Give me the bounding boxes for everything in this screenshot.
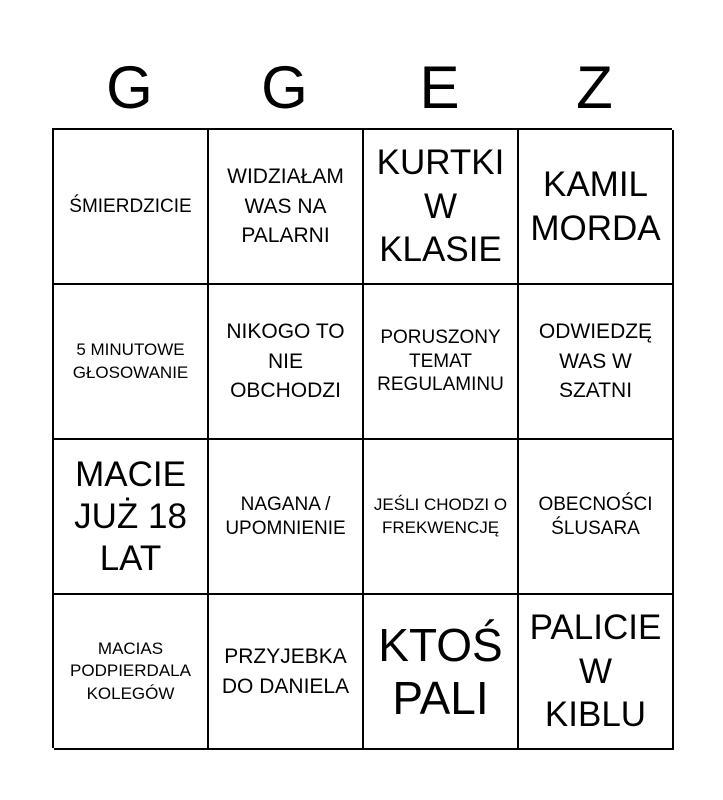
header-letter: Z xyxy=(576,54,613,121)
bingo-grid xyxy=(52,128,672,748)
bingo-cell[interactable] xyxy=(364,130,519,285)
bingo-cell[interactable] xyxy=(209,285,364,440)
bingo-cell-text: MACIE JUŻ 18 LAT xyxy=(74,454,187,578)
bingo-cell[interactable] xyxy=(209,440,364,595)
bingo-cell[interactable] xyxy=(519,440,674,595)
bingo-header xyxy=(52,52,672,124)
header-letter: G xyxy=(261,54,308,121)
bingo-cell[interactable] xyxy=(209,130,364,285)
header-letter: E xyxy=(419,54,460,121)
bingo-cell-text: OBECNOŚCI ŚLUSARA xyxy=(538,493,653,539)
bingo-cell[interactable] xyxy=(54,595,209,750)
bingo-cell-text: WIDZIAŁAM WAS NA PALARNI xyxy=(227,165,344,248)
bingo-cell-text: MACIAS PODPIERDALA KOLEGÓW xyxy=(70,639,191,703)
bingo-cell[interactable] xyxy=(519,285,674,440)
bingo-cell[interactable] xyxy=(54,285,209,440)
bingo-cell-text: KTOŚ PALI xyxy=(378,618,503,724)
bingo-cell-text: JEŚLI CHODZI O FREKWENCJĘ xyxy=(373,495,508,537)
bingo-cell-text: ODWIEDZĘ WAS W SZATNI xyxy=(538,320,653,403)
bingo-cell-text: PORUSZONY TEMAT REGULAMINU xyxy=(377,326,504,396)
bingo-cell-text: NAGANA / UPOMNIENIE xyxy=(225,493,346,539)
bingo-cell[interactable] xyxy=(519,130,674,285)
bingo-cell-text: PALICIE W KIBLU xyxy=(529,607,662,735)
bingo-cell-text: KAMIL MORDA xyxy=(530,164,661,248)
bingo-cell-text: PRZYJEBKA DO DANIELA xyxy=(221,645,350,698)
bingo-cell[interactable] xyxy=(209,595,364,750)
header-letter: G xyxy=(106,54,153,121)
bingo-cell-text: NIKOGO TO NIE OBCHODZI xyxy=(226,320,345,403)
bingo-cell[interactable] xyxy=(519,595,674,750)
bingo-cell[interactable] xyxy=(364,595,519,750)
bingo-cell[interactable] xyxy=(54,440,209,595)
bingo-cell[interactable] xyxy=(364,440,519,595)
bingo-cell[interactable] xyxy=(54,130,209,285)
bingo-cell[interactable] xyxy=(364,285,519,440)
bingo-cell-text: KURTKI W KLASIE xyxy=(376,142,505,270)
bingo-cell-text: 5 MINUTOWE GŁOSOWANIE xyxy=(72,340,189,382)
bingo-cell-text: ŚMIERDZICIE xyxy=(69,195,192,217)
